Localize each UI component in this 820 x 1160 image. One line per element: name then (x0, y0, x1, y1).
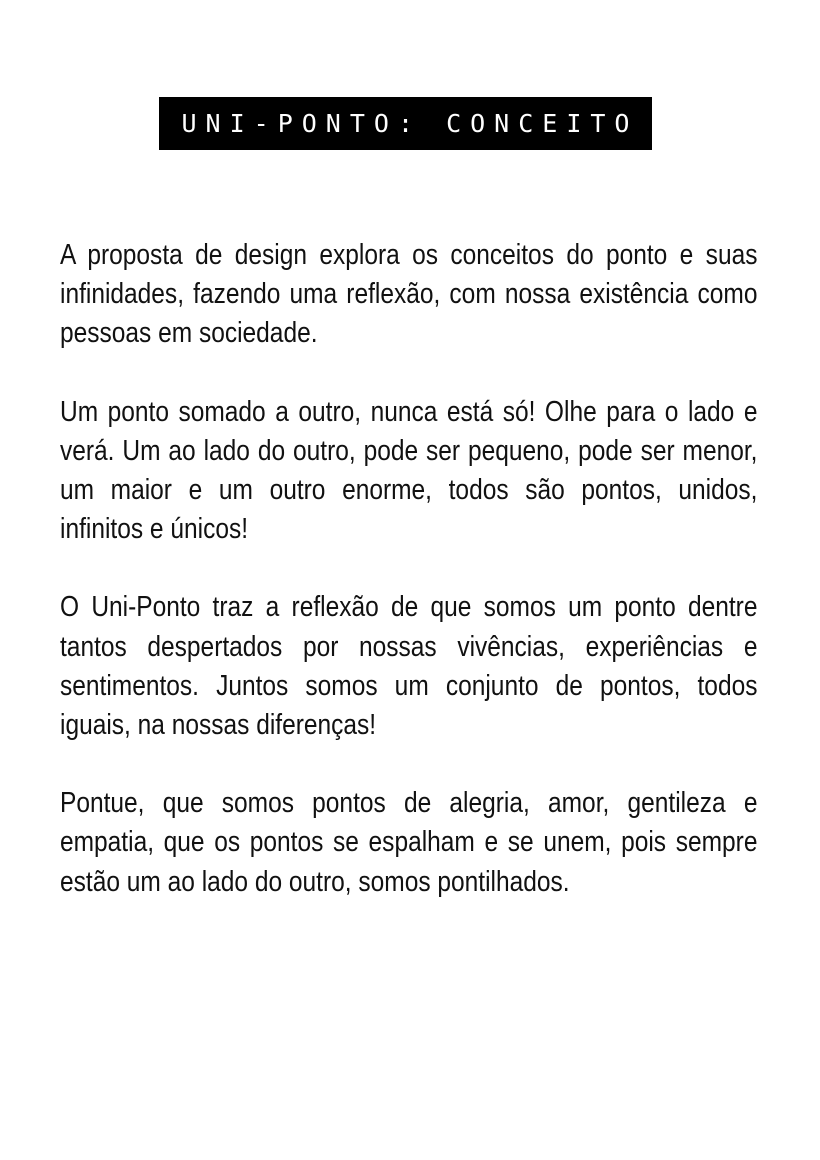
paragraph-4: Pontue, que somos pontos de alegria, amor, gentileza e empatia, que os pontos se espalham e se unem, pois sempre estão um ao lado do outro, somos pontilhados. (60, 787, 758, 898)
body-text (60, 236, 758, 941)
title-banner (159, 97, 652, 150)
paragraph-1: A proposta de design explora os conceitos do ponto e suas infinidades, fazendo uma reflexão, com nossa existência como pessoas em sociedade. (60, 239, 758, 350)
page-title: UNI-PONTO: CONCEITO (181, 109, 639, 138)
paragraph-3: O Uni-Ponto traz a reflexão de que somos um ponto dentre tantos despertados por nossas vivências, experiências e sentimentos. Juntos somos um conjunto de pontos, todos iguais, na nossas diferenças! (60, 591, 758, 742)
paragraph-2: Um ponto somado a outro, nunca está só! Olhe para o lado e verá. Um ao lado do outro, pode ser pequeno, pode ser menor, um maior e um outro enorme, todos são pontos, unidos, infinitos e únicos! (60, 395, 758, 546)
